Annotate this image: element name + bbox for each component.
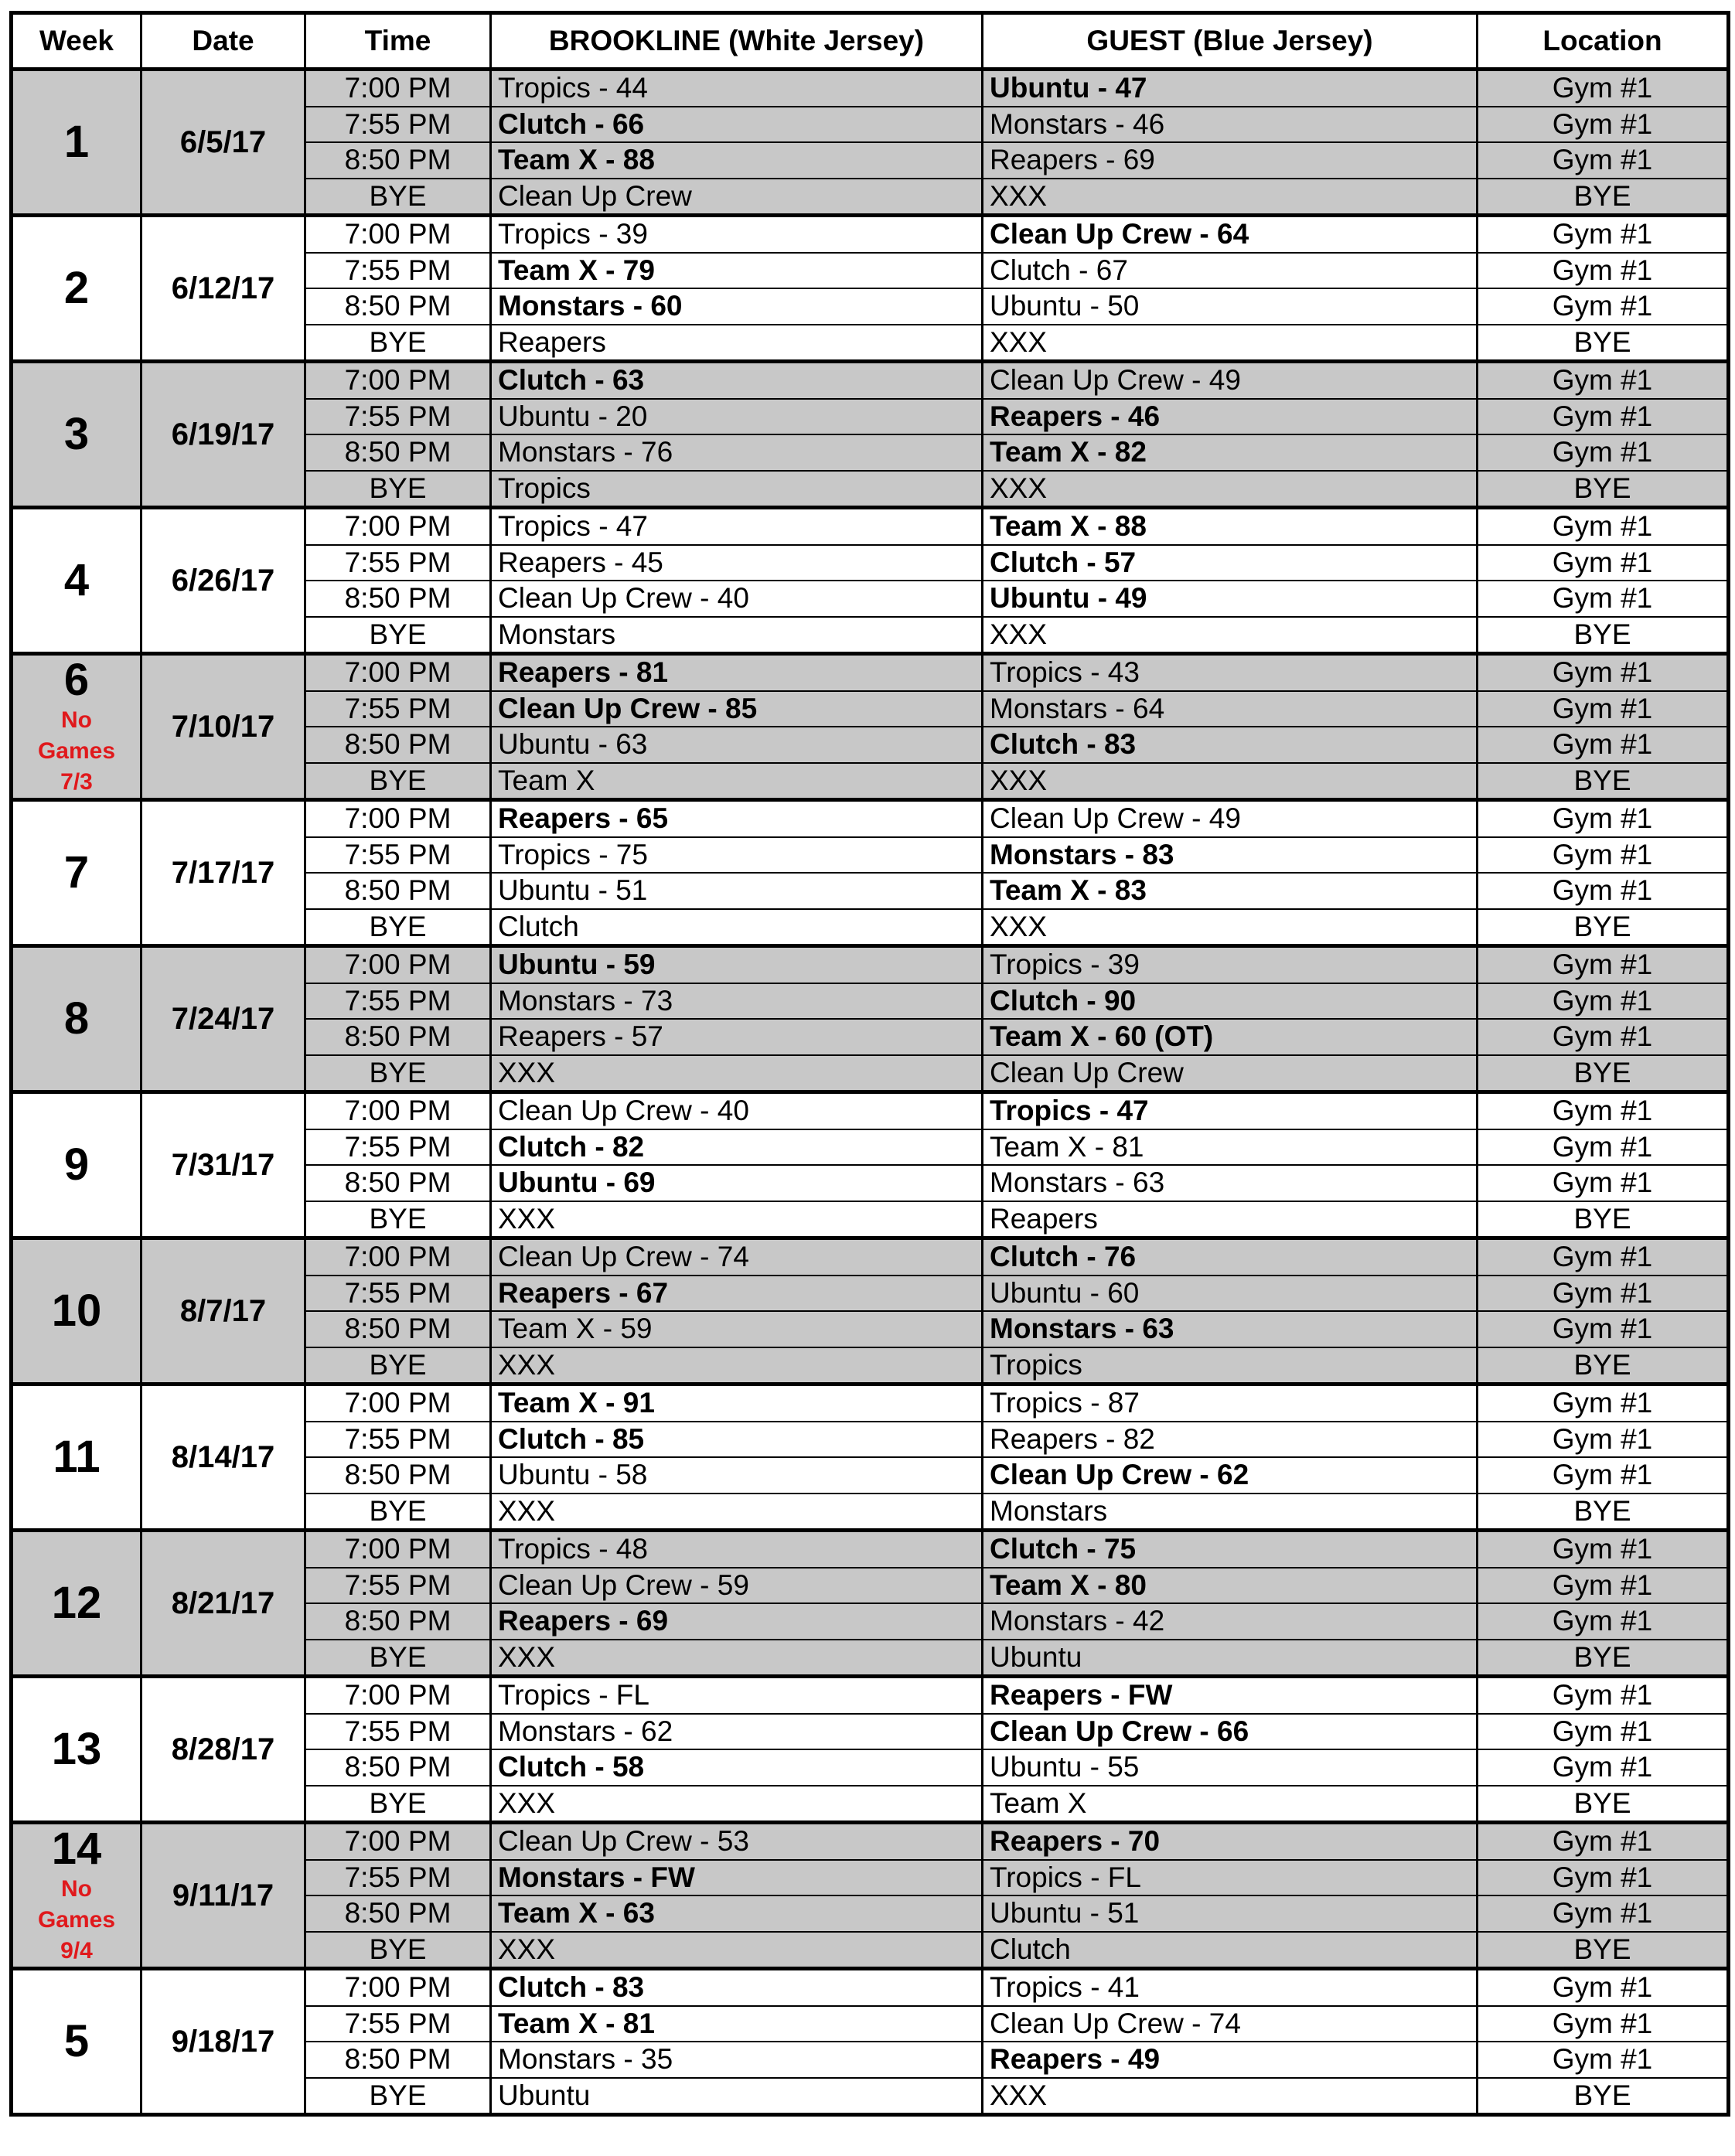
game-row (12, 1238, 1729, 1276)
home-team-cell: Clutch - 63 (491, 362, 983, 399)
time-cell: 7:55 PM (305, 1422, 491, 1458)
location-cell: BYE (1478, 1055, 1729, 1092)
home-team-cell: Reapers - 67 (491, 1276, 983, 1312)
time-cell: BYE (305, 1347, 491, 1385)
guest-team-cell: Monstars - 63 (983, 1311, 1478, 1347)
home-team-cell: Team X - 91 (491, 1385, 983, 1422)
no-games-note: Games (37, 738, 116, 764)
location-cell: Gym #1 (1478, 434, 1729, 471)
guest-team-cell: Reapers - 46 (983, 399, 1478, 435)
home-team-cell: Ubuntu - 51 (491, 873, 983, 909)
home-team-cell: Clean Up Crew - 59 (491, 1568, 983, 1604)
date-cell: 7/10/17 (141, 654, 305, 800)
home-team-cell: Ubuntu - 59 (491, 946, 983, 983)
game-row (12, 1677, 1729, 1714)
guest-team-cell: Clean Up Crew - 74 (983, 2006, 1478, 2042)
week-number: 7 (63, 847, 90, 897)
time-cell: BYE (305, 1786, 491, 1823)
location-cell: Gym #1 (1478, 216, 1729, 253)
location-cell: Gym #1 (1478, 1385, 1729, 1422)
time-cell: 7:55 PM (305, 837, 491, 874)
time-cell: 7:55 PM (305, 2006, 491, 2042)
location-cell: Gym #1 (1478, 1895, 1729, 1932)
time-cell: 7:00 PM (305, 1092, 491, 1129)
time-cell: BYE (305, 1640, 491, 1677)
time-cell: 7:00 PM (305, 1969, 491, 2006)
date-cell: 8/7/17 (141, 1238, 305, 1385)
guest-team-cell: Monstars - 46 (983, 107, 1478, 143)
time-cell: 8:50 PM (305, 434, 491, 471)
guest-team-cell: Team X - 60 (OT) (983, 1019, 1478, 1055)
guest-team-cell: Clutch (983, 1932, 1478, 1969)
location-cell: Gym #1 (1478, 545, 1729, 581)
location-cell: BYE (1478, 1640, 1729, 1677)
time-cell: BYE (305, 617, 491, 654)
week-number: 13 (51, 1724, 102, 1774)
guest-team-cell: Tropics - 47 (983, 1092, 1478, 1129)
location-cell: Gym #1 (1478, 581, 1729, 617)
location-cell: Gym #1 (1478, 2042, 1729, 2078)
location-cell: Gym #1 (1478, 837, 1729, 874)
guest-team-cell: Tropics - FL (983, 1860, 1478, 1896)
week-number: 10 (51, 1286, 102, 1336)
time-cell: 7:00 PM (305, 1823, 491, 1860)
guest-team-cell: Clean Up Crew - 64 (983, 216, 1478, 253)
home-team-cell: Ubuntu - 20 (491, 399, 983, 435)
time-cell: 7:00 PM (305, 508, 491, 545)
home-team-cell: XXX (491, 1932, 983, 1969)
week-cell (12, 1677, 141, 1823)
time-cell: 7:55 PM (305, 691, 491, 727)
time-cell: BYE (305, 471, 491, 508)
guest-team-cell: Clutch - 57 (983, 545, 1478, 581)
home-team-cell: Clutch - 58 (491, 1749, 983, 1786)
location-cell: Gym #1 (1478, 1422, 1729, 1458)
week-number: 4 (63, 555, 90, 605)
location-cell: Gym #1 (1478, 70, 1729, 107)
week-number: 11 (53, 1432, 101, 1482)
guest-team-cell: Team X (983, 1786, 1478, 1823)
time-cell: 7:00 PM (305, 70, 491, 107)
no-games-note: Games (37, 1907, 116, 1933)
guest-team-cell: XXX (983, 617, 1478, 654)
time-cell: 8:50 PM (305, 1895, 491, 1932)
home-team-cell: Tropics - 48 (491, 1531, 983, 1568)
guest-team-cell: Team X - 80 (983, 1568, 1478, 1604)
guest-team-cell: Tropics - 39 (983, 946, 1478, 983)
home-team-cell: Team X - 88 (491, 142, 983, 179)
location-cell: BYE (1478, 179, 1729, 216)
no-games-note: 7/3 (60, 769, 93, 795)
game-row (12, 1092, 1729, 1129)
time-cell: BYE (305, 1932, 491, 1969)
home-team-cell: XXX (491, 1494, 983, 1531)
home-team-cell: Tropics - FL (491, 1677, 983, 1714)
guest-team-cell: Monstars - 63 (983, 1165, 1478, 1201)
location-cell: Gym #1 (1478, 107, 1729, 143)
guest-team-cell: XXX (983, 2078, 1478, 2115)
time-cell: 7:00 PM (305, 362, 491, 399)
home-team-cell: Team X - 59 (491, 1311, 983, 1347)
guest-team-cell: Ubuntu - 50 (983, 288, 1478, 325)
guest-team-cell: Team X - 88 (983, 508, 1478, 545)
location-cell: BYE (1478, 763, 1729, 800)
home-team-cell: Tropics - 39 (491, 216, 983, 253)
location-cell: Gym #1 (1478, 691, 1729, 727)
time-cell: 8:50 PM (305, 1603, 491, 1640)
location-cell: Gym #1 (1478, 946, 1729, 983)
week-cell (12, 654, 141, 800)
location-cell: Gym #1 (1478, 399, 1729, 435)
guest-team-cell: Tropics - 87 (983, 1385, 1478, 1422)
location-cell: Gym #1 (1478, 1092, 1729, 1129)
date-cell: 9/18/17 (141, 1969, 305, 2115)
location-cell: Gym #1 (1478, 1603, 1729, 1640)
guest-team-cell: Ubuntu - 51 (983, 1895, 1478, 1932)
guest-team-cell: Team X - 83 (983, 873, 1478, 909)
location-cell: Gym #1 (1478, 654, 1729, 691)
time-cell: 7:55 PM (305, 1276, 491, 1312)
location-cell: BYE (1478, 471, 1729, 508)
time-cell: 7:55 PM (305, 545, 491, 581)
home-team-cell: Clutch - 82 (491, 1129, 983, 1166)
home-team-cell: Reapers - 57 (491, 1019, 983, 1055)
home-team-cell: Ubuntu - 63 (491, 727, 983, 763)
date-cell: 7/24/17 (141, 946, 305, 1092)
week-number: 2 (63, 263, 90, 313)
location-cell: Gym #1 (1478, 1019, 1729, 1055)
time-cell: 8:50 PM (305, 1311, 491, 1347)
guest-team-cell: XXX (983, 471, 1478, 508)
game-row (12, 362, 1729, 399)
time-cell: BYE (305, 909, 491, 946)
week-cell (12, 1238, 141, 1385)
guest-team-cell: Clean Up Crew - 62 (983, 1457, 1478, 1494)
game-row (12, 1823, 1729, 1860)
guest-team-cell: Tropics - 41 (983, 1969, 1478, 2006)
time-cell: 8:50 PM (305, 142, 491, 179)
location-cell: Gym #1 (1478, 1860, 1729, 1896)
location-cell: Gym #1 (1478, 1823, 1729, 1860)
location-cell: Gym #1 (1478, 1714, 1729, 1750)
location-cell: BYE (1478, 325, 1729, 362)
home-team-cell: Reapers (491, 325, 983, 362)
time-cell: 7:55 PM (305, 983, 491, 1020)
guest-team-cell: Reapers - 69 (983, 142, 1478, 179)
header-location: Location (1478, 13, 1729, 70)
time-cell: BYE (305, 325, 491, 362)
time-cell: 7:00 PM (305, 1238, 491, 1276)
home-team-cell: Monstars (491, 617, 983, 654)
time-cell: BYE (305, 1201, 491, 1238)
home-team-cell: Clean Up Crew - 40 (491, 1092, 983, 1129)
game-row (12, 1385, 1729, 1422)
date-cell: 8/28/17 (141, 1677, 305, 1823)
time-cell: 7:00 PM (305, 216, 491, 253)
time-cell: 7:55 PM (305, 253, 491, 289)
location-cell: Gym #1 (1478, 727, 1729, 763)
header-date: Date (141, 13, 305, 70)
date-cell: 6/26/17 (141, 508, 305, 654)
guest-team-cell: Monstars - 83 (983, 837, 1478, 874)
time-cell: 8:50 PM (305, 1749, 491, 1786)
date-cell: 6/12/17 (141, 216, 305, 362)
guest-team-cell: Clutch - 76 (983, 1238, 1478, 1276)
location-cell: BYE (1478, 617, 1729, 654)
location-cell: BYE (1478, 909, 1729, 946)
guest-team-cell: Clutch - 83 (983, 727, 1478, 763)
home-team-cell: XXX (491, 1201, 983, 1238)
home-team-cell: Team X - 81 (491, 2006, 983, 2042)
location-cell: Gym #1 (1478, 983, 1729, 1020)
location-cell: BYE (1478, 2078, 1729, 2115)
week-cell (12, 1531, 141, 1677)
home-team-cell: Team X - 63 (491, 1895, 983, 1932)
home-team-cell: Tropics - 44 (491, 70, 983, 107)
no-games-note: No (61, 707, 92, 733)
game-row (12, 1531, 1729, 1568)
game-row (12, 508, 1729, 545)
week-number: 6 (63, 655, 90, 705)
guest-team-cell: Ubuntu (983, 1640, 1478, 1677)
guest-team-cell: XXX (983, 179, 1478, 216)
home-team-cell: Monstars - 76 (491, 434, 983, 471)
header-time: Time (305, 13, 491, 70)
home-team-cell: Reapers - 45 (491, 545, 983, 581)
location-cell: Gym #1 (1478, 1276, 1729, 1312)
location-cell: Gym #1 (1478, 1677, 1729, 1714)
home-team-cell: Clutch (491, 909, 983, 946)
header-home: BROOKLINE (White Jersey) (491, 13, 983, 70)
home-team-cell: Team X - 79 (491, 253, 983, 289)
guest-team-cell: Clean Up Crew - 66 (983, 1714, 1478, 1750)
home-team-cell: Monstars - 62 (491, 1714, 983, 1750)
time-cell: BYE (305, 1055, 491, 1092)
time-cell: 8:50 PM (305, 1165, 491, 1201)
guest-team-cell: Reapers - 70 (983, 1823, 1478, 1860)
date-cell: 8/14/17 (141, 1385, 305, 1531)
guest-team-cell: Monstars - 64 (983, 691, 1478, 727)
guest-team-cell: Clean Up Crew - 49 (983, 800, 1478, 837)
location-cell: Gym #1 (1478, 1129, 1729, 1166)
location-cell: BYE (1478, 1347, 1729, 1385)
location-cell: BYE (1478, 1786, 1729, 1823)
guest-team-cell: Ubuntu - 55 (983, 1749, 1478, 1786)
location-cell: Gym #1 (1478, 362, 1729, 399)
time-cell: BYE (305, 763, 491, 800)
guest-team-cell: Clutch - 75 (983, 1531, 1478, 1568)
guest-team-cell: Tropics - 43 (983, 654, 1478, 691)
home-team-cell: XXX (491, 1055, 983, 1092)
time-cell: 7:55 PM (305, 1860, 491, 1896)
home-team-cell: Monstars - 35 (491, 2042, 983, 2078)
time-cell: 8:50 PM (305, 873, 491, 909)
time-cell: 7:00 PM (305, 946, 491, 983)
location-cell: Gym #1 (1478, 253, 1729, 289)
guest-team-cell: XXX (983, 909, 1478, 946)
home-team-cell: Monstars - FW (491, 1860, 983, 1896)
time-cell: 7:00 PM (305, 1531, 491, 1568)
location-cell: Gym #1 (1478, 1238, 1729, 1276)
home-team-cell: Clean Up Crew (491, 179, 983, 216)
week-cell (12, 70, 141, 216)
location-cell: Gym #1 (1478, 2006, 1729, 2042)
week-cell (12, 1385, 141, 1531)
time-cell: 7:55 PM (305, 1714, 491, 1750)
game-row (12, 654, 1729, 691)
home-team-cell: Clutch - 85 (491, 1422, 983, 1458)
week-cell (12, 1823, 141, 1969)
header-week: Week (12, 13, 141, 70)
week-cell (12, 946, 141, 1092)
guest-team-cell: XXX (983, 763, 1478, 800)
home-team-cell: XXX (491, 1786, 983, 1823)
date-cell: 9/11/17 (141, 1823, 305, 1969)
home-team-cell: Ubuntu - 58 (491, 1457, 983, 1494)
home-team-cell: Reapers - 69 (491, 1603, 983, 1640)
home-team-cell: Clutch - 66 (491, 107, 983, 143)
location-cell: Gym #1 (1478, 508, 1729, 545)
time-cell: 7:55 PM (305, 399, 491, 435)
location-cell: Gym #1 (1478, 1457, 1729, 1494)
guest-team-cell: Reapers (983, 1201, 1478, 1238)
guest-team-cell: Reapers - 82 (983, 1422, 1478, 1458)
time-cell: 8:50 PM (305, 727, 491, 763)
home-team-cell: Ubuntu (491, 2078, 983, 2115)
guest-team-cell: Monstars (983, 1494, 1478, 1531)
home-team-cell: Monstars - 60 (491, 288, 983, 325)
home-team-cell: Clean Up Crew - 40 (491, 581, 983, 617)
week-number: 3 (63, 409, 90, 459)
time-cell: 7:00 PM (305, 1677, 491, 1714)
home-team-cell: Monstars - 73 (491, 983, 983, 1020)
home-team-cell: Team X (491, 763, 983, 800)
guest-team-cell: Clean Up Crew - 49 (983, 362, 1478, 399)
guest-team-cell: XXX (983, 325, 1478, 362)
location-cell: BYE (1478, 1932, 1729, 1969)
game-row (12, 216, 1729, 253)
home-team-cell: XXX (491, 1640, 983, 1677)
guest-team-cell: Clutch - 67 (983, 253, 1478, 289)
location-cell: Gym #1 (1478, 1531, 1729, 1568)
guest-team-cell: Reapers - FW (983, 1677, 1478, 1714)
time-cell: 7:00 PM (305, 1385, 491, 1422)
guest-team-cell: Clean Up Crew (983, 1055, 1478, 1092)
week-number: 8 (63, 993, 90, 1044)
time-cell: 7:55 PM (305, 107, 491, 143)
week-number: 1 (63, 117, 90, 167)
time-cell: 8:50 PM (305, 1457, 491, 1494)
location-cell: Gym #1 (1478, 1749, 1729, 1786)
week-cell (12, 800, 141, 946)
guest-team-cell: Team X - 81 (983, 1129, 1478, 1166)
time-cell: 7:00 PM (305, 800, 491, 837)
schedule-table (9, 11, 1730, 2117)
no-games-note: No (61, 1876, 92, 1902)
header-guest: GUEST (Blue Jersey) (983, 13, 1478, 70)
guest-team-cell: Ubuntu - 60 (983, 1276, 1478, 1312)
location-cell: Gym #1 (1478, 1969, 1729, 2006)
time-cell: 8:50 PM (305, 2042, 491, 2078)
location-cell: Gym #1 (1478, 1568, 1729, 1604)
home-team-cell: Tropics (491, 471, 983, 508)
no-games-note: 9/4 (60, 1938, 93, 1964)
home-team-cell: Tropics - 47 (491, 508, 983, 545)
week-number: 14 (51, 1824, 102, 1874)
location-cell: Gym #1 (1478, 288, 1729, 325)
guest-team-cell: Team X - 82 (983, 434, 1478, 471)
week-number: 12 (51, 1578, 102, 1628)
date-cell: 6/5/17 (141, 70, 305, 216)
date-cell: 8/21/17 (141, 1531, 305, 1677)
location-cell: Gym #1 (1478, 1165, 1729, 1201)
week-cell (12, 216, 141, 362)
guest-team-cell: Ubuntu - 49 (983, 581, 1478, 617)
guest-team-cell: Reapers - 49 (983, 2042, 1478, 2078)
time-cell: 8:50 PM (305, 288, 491, 325)
time-cell: 7:55 PM (305, 1129, 491, 1166)
home-team-cell: Clutch - 83 (491, 1969, 983, 2006)
home-team-cell: XXX (491, 1347, 983, 1385)
home-team-cell: Ubuntu - 69 (491, 1165, 983, 1201)
date-cell: 7/31/17 (141, 1092, 305, 1238)
date-cell: 6/19/17 (141, 362, 305, 508)
location-cell: BYE (1478, 1494, 1729, 1531)
week-cell (12, 1092, 141, 1238)
location-cell: Gym #1 (1478, 1311, 1729, 1347)
schedule-body (12, 70, 1729, 2115)
week-number: 9 (63, 1139, 90, 1190)
location-cell: Gym #1 (1478, 142, 1729, 179)
guest-team-cell: Ubuntu - 47 (983, 70, 1478, 107)
home-team-cell: Reapers - 65 (491, 800, 983, 837)
guest-team-cell: Tropics (983, 1347, 1478, 1385)
guest-team-cell: Clutch - 90 (983, 983, 1478, 1020)
location-cell: Gym #1 (1478, 800, 1729, 837)
time-cell: 8:50 PM (305, 581, 491, 617)
home-team-cell: Clean Up Crew - 74 (491, 1238, 983, 1276)
week-cell (12, 508, 141, 654)
home-team-cell: Reapers - 81 (491, 654, 983, 691)
game-row (12, 70, 1729, 107)
game-row (12, 946, 1729, 983)
location-cell: BYE (1478, 1201, 1729, 1238)
time-cell: BYE (305, 1494, 491, 1531)
week-cell (12, 1969, 141, 2115)
location-cell: Gym #1 (1478, 873, 1729, 909)
time-cell: 8:50 PM (305, 1019, 491, 1055)
date-cell: 7/17/17 (141, 800, 305, 946)
time-cell: 7:55 PM (305, 1568, 491, 1604)
time-cell: BYE (305, 179, 491, 216)
time-cell: BYE (305, 2078, 491, 2115)
home-team-cell: Tropics - 75 (491, 837, 983, 874)
time-cell: 7:00 PM (305, 654, 491, 691)
guest-team-cell: Monstars - 42 (983, 1603, 1478, 1640)
home-team-cell: Clean Up Crew - 53 (491, 1823, 983, 1860)
week-cell (12, 362, 141, 508)
week-number: 5 (63, 2016, 90, 2066)
game-row (12, 1969, 1729, 2006)
home-team-cell: Clean Up Crew - 85 (491, 691, 983, 727)
header-row (12, 13, 1729, 70)
game-row (12, 800, 1729, 837)
